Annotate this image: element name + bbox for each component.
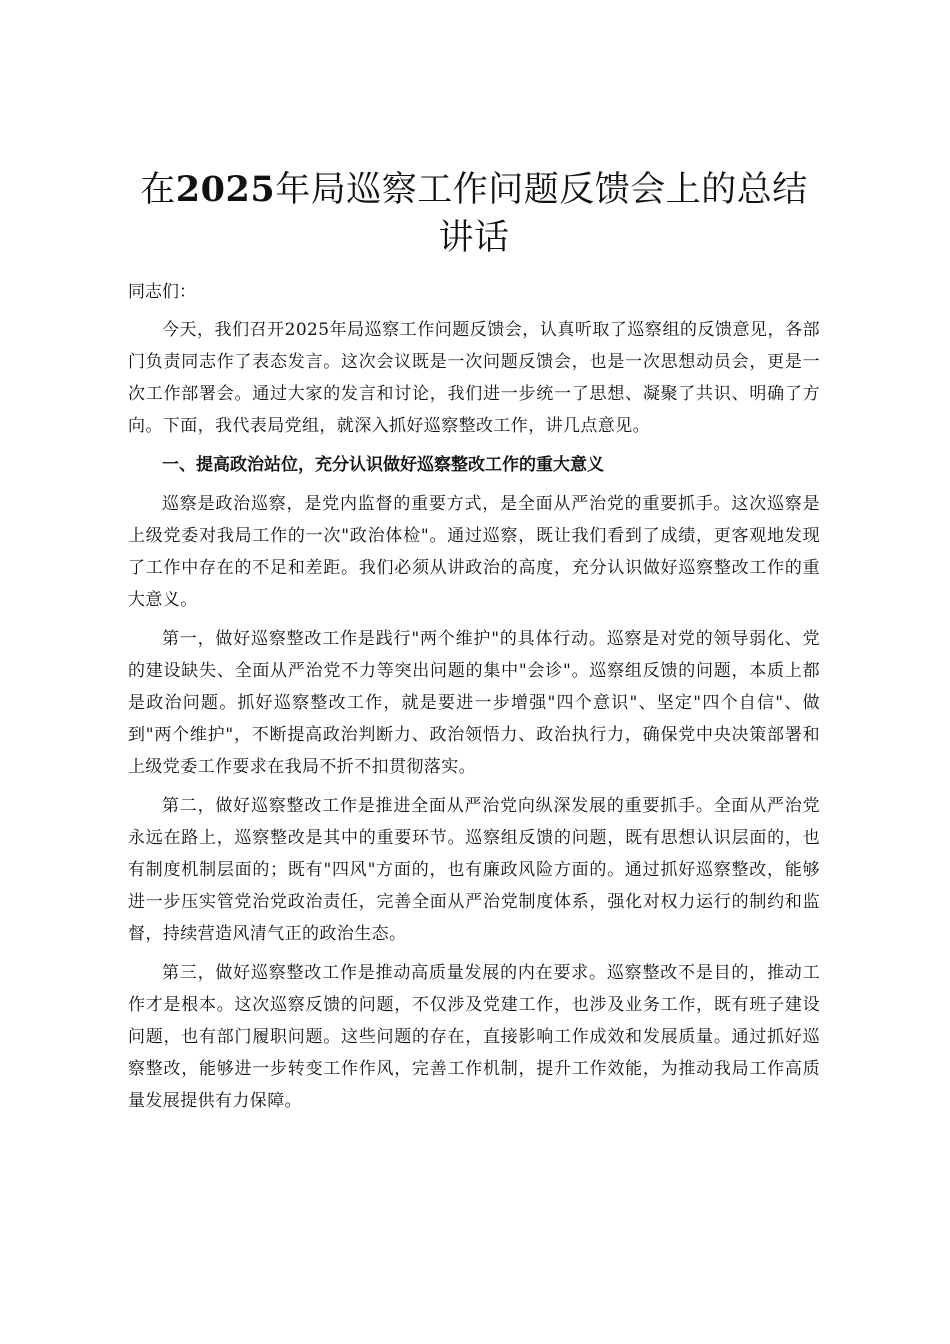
section-heading: 一、提高政治站位，充分认识做好巡察整改工作的重大意义 [162,455,604,475]
document-page [128,166,820,1124]
document-title [128,166,820,262]
body-paragraph: 第三，做好巡察整改工作是推动高质量发展的内在要求。巡察整改不是目的，推动工作才是根本。这次巡察反馈的问题，不仅涉及党建工作，也涉及业务工作，既有班子建设问题，也有部门履职问题。这些问题的存在，直接影响工作成效和发展质量。通过抓好巡察整改，能够进一步转变工作作风，完善工作机制，提升工作效能，为推动我局工作高质量发展提供有力保障。 [128,963,820,1111]
title-prefix: 在 [140,170,176,210]
intro-paragraph: 今天，我们召开2025年局巡察工作问题反馈会，认真听取了巡察组的反馈意见，各部门负责同志作了表态发言。这次会议既是一次问题反馈会，也是一次思想动员会，更是一次工作部署会。通过大家的发言和讨论，我们进一步统一了思想、凝聚了共识、明确了方向。下面，我代表局党组，就深入抓好巡察整改工作，讲几点意见。 [128,320,820,436]
body-paragraph: 第二，做好巡察整改工作是推进全面从严治党向纵深发展的重要抓手。全面从严治党永远在路上，巡察整改是其中的重要环节。巡察组反馈的问题，既有思想认识层面的，也有制度机制层面的；既有"四风"方面的，也有廉政风险方面的。通过抓好巡察整改，能够进一步压实管党治党政治责任，完善全面从严治党制度体系，强化对权力运行的制约和监督，持续营造风清气正的政治生态。 [128,796,820,944]
body-paragraph: 第一，做好巡察整改工作是践行"两个维护"的具体行动。巡察是对党的领导弱化、党的建设缺失、全面从严治党不力等突出问题的集中"会诊"。巡察组反馈的问题，本质上都是政治问题。抓好巡察整改工作，就是要进一步增强"四个意识"、坚定"四个自信"、做到"两个维护"，不断提高政治判断力、政治领悟力、政治执行力，确保党中央决策部署和上级党委工作要求在我局不折不扣贯彻落实。 [128,629,820,777]
title-year: 2025 [175,169,276,210]
title-suffix: 年局巡察工作问题反馈会上的总结讲话 [275,170,808,258]
salutation: 同志们： [128,282,196,302]
body-paragraph: 巡察是政治巡察，是党内监督的重要方式，是全面从严治党的重要抓手。这次巡察是上级党委对我局工作的一次"政治体检"。通过巡察，既让我们看到了成绩，更客观地发现了工作中存在的不足和差距。我们必须从讲政治的高度，充分认识做好巡察整改工作的重大意义。 [128,494,820,610]
